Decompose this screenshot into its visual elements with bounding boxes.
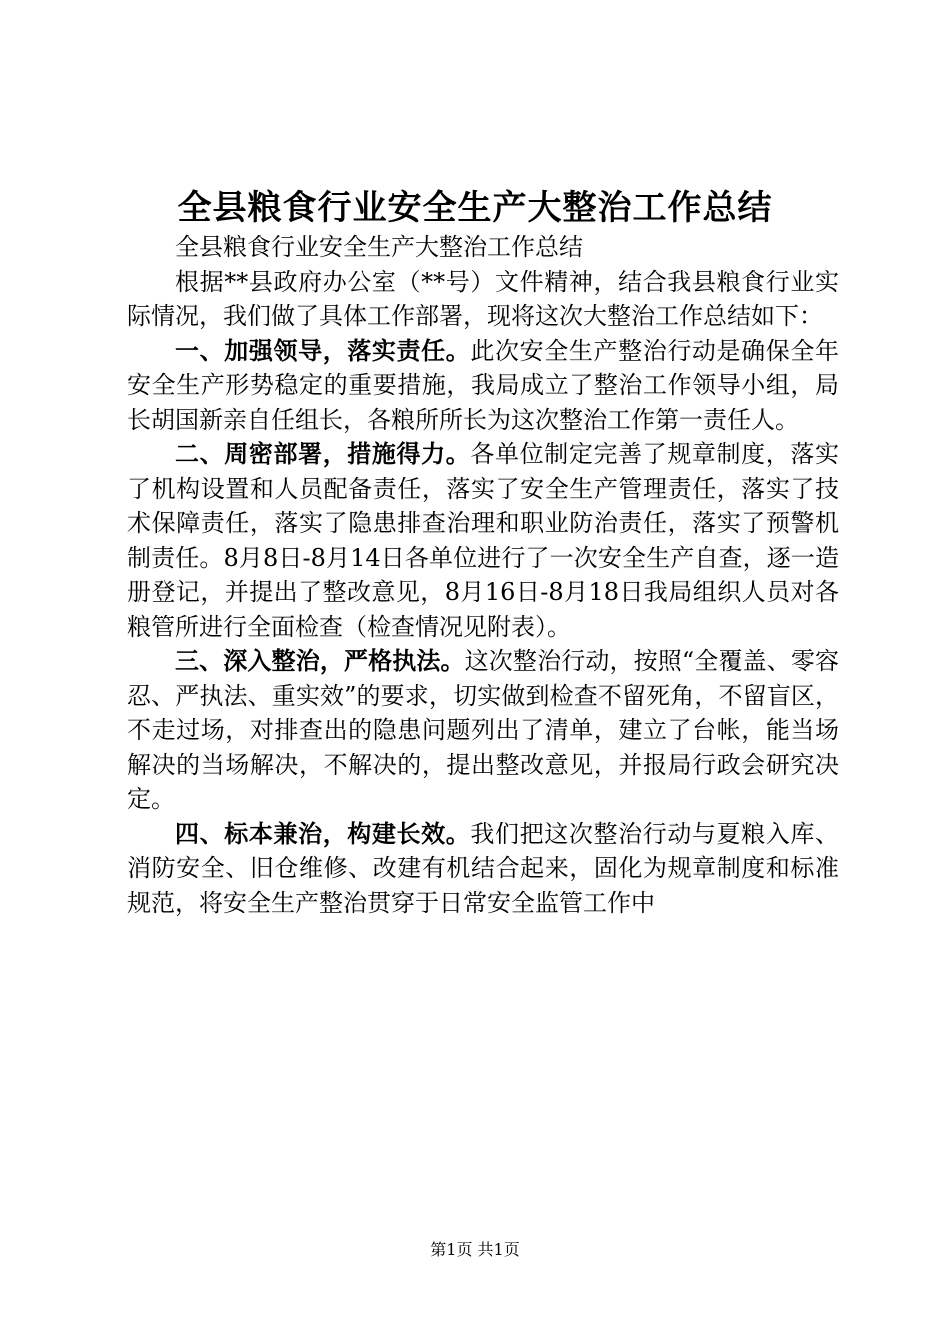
section-heading-1: 一、加强领导，落实责任。 <box>175 335 471 365</box>
intro-paragraph: 根据**县政府办公室（**号）文件精神，结合我县粮食行业实际情况，我们做了具体工作部署，现将这次大整治工作总结如下： <box>127 267 839 330</box>
section-heading-2: 二、周密部署，措施得力。 <box>175 439 471 468</box>
document-subtitle: 全县粮食行业安全生产大整治工作总结 <box>175 233 583 261</box>
section-paragraph-2 <box>127 437 839 644</box>
section-text-4: 我们把这次整治行动与夏粮入库、消防安全、旧仓维修、改建有机结合起来，固化为规章制度和标准规范，将安全生产整治贯穿于日常安全监管工作中 <box>127 819 840 917</box>
document-body <box>127 230 839 920</box>
section-paragraph-4 <box>127 817 839 921</box>
section-heading-4: 四、标本兼治，构建长效。 <box>175 818 471 848</box>
section-text-2: 各单位制定完善了规章制度，落实了机构设置和人员配备责任，落实了安全生产管理责任，落实了技术保障责任，落实了隐患排查治理和职业防治责任，落实了预警机制责任。8月8日-8月14日各单位进行了一次安全生产自查，逐一造册登记，并提出了整改意见，8月16日-8月18日我局组织人员对各粮管所进行全面检查（检查情况见附表）。 <box>127 440 840 641</box>
section-heading-3: 三、深入整治，严格执法。 <box>175 646 465 675</box>
section-text-3: 这次整治行动，按照“全覆盖、零容忍、严执法、重实效”的要求，切实做到检查不留死角，不留盲区，不走过场，对排查出的隐患问题列出了清单，建立了台帐，能当场解决的当场解决，不解决的，提出整改意见，并报局行政会研究决定。 <box>127 647 839 813</box>
document-title: 全县粮食行业安全生产大整治工作总结 <box>177 188 773 228</box>
page-footer: 第1页 共1页 <box>430 1240 520 1259</box>
section-paragraph-3 <box>127 644 839 817</box>
section-text-1: 此次安全生产整治行动是确保全年安全生产形势稳定的重要措施，我局成立了整治工作领导小组，局长胡国新亲自任组长，各粮所所长为这次整治工作第一责任人。 <box>127 336 840 434</box>
section-paragraph-1 <box>127 334 839 438</box>
